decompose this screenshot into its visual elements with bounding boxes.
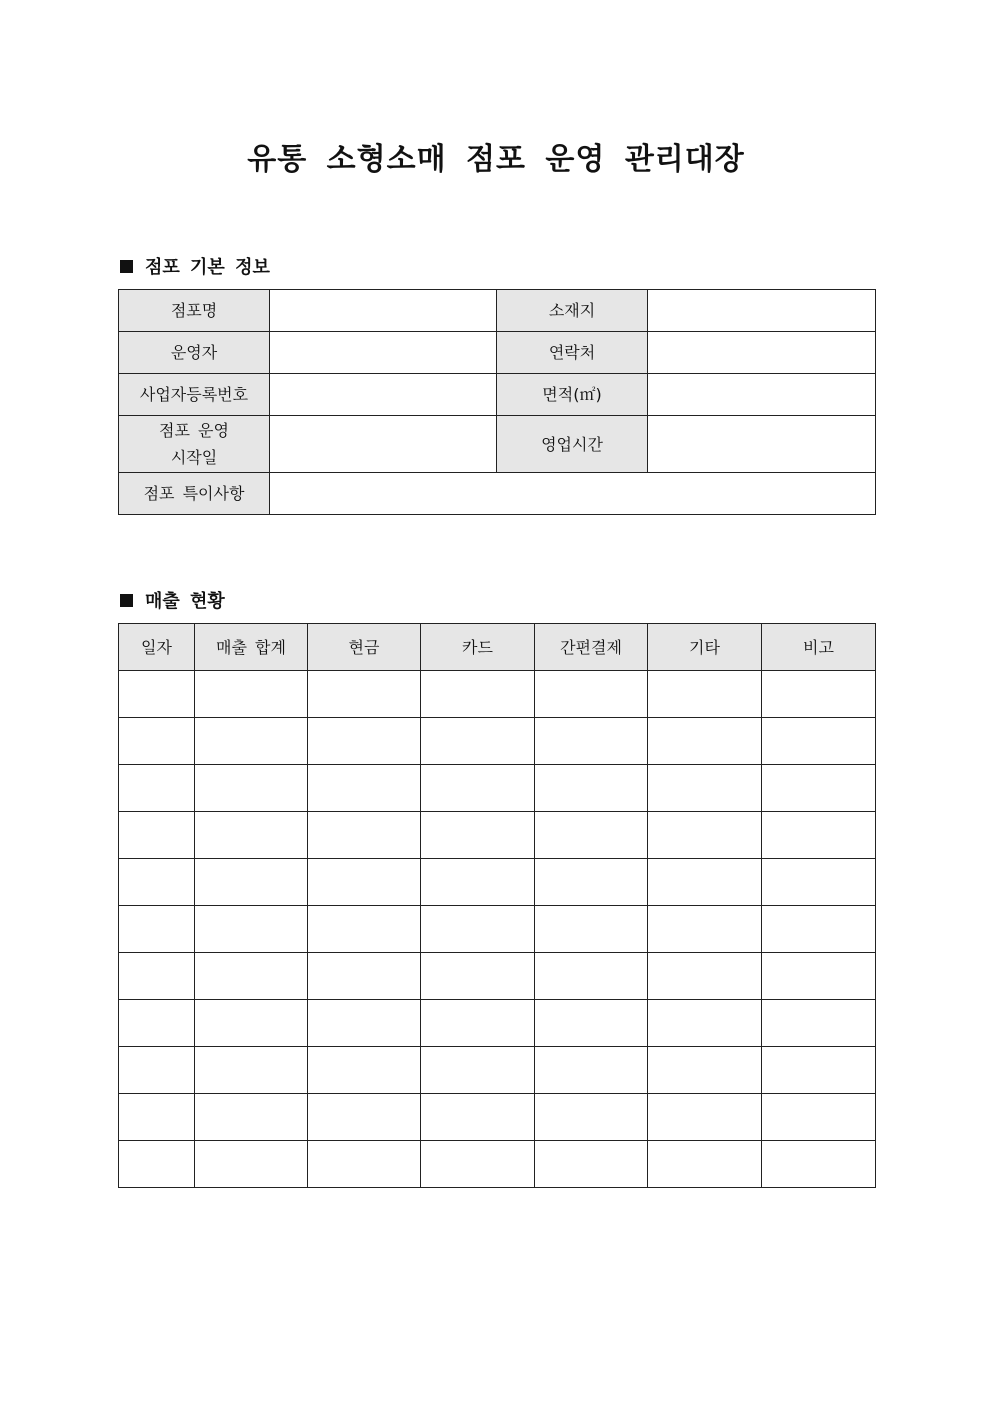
sales-cell-cash[interactable] [308, 1047, 421, 1094]
sales-cell-easy-pay[interactable] [535, 1141, 648, 1188]
sales-cell-easy-pay[interactable] [535, 812, 648, 859]
sales-cell-easy-pay[interactable] [535, 906, 648, 953]
start-date-field[interactable] [270, 416, 497, 473]
sales-cell-remarks[interactable] [762, 718, 876, 765]
square-bullet-icon [120, 260, 133, 273]
sales-cell-cash[interactable] [308, 1000, 421, 1047]
column-header-date: 일자 [119, 624, 195, 671]
sales-cell-easy-pay[interactable] [535, 1000, 648, 1047]
sales-cell-card[interactable] [421, 906, 535, 953]
sales-cell-remarks[interactable] [762, 812, 876, 859]
sales-cell-cash[interactable] [308, 906, 421, 953]
column-header-total: 매출 합계 [195, 624, 308, 671]
sales-cell-easy-pay[interactable] [535, 1047, 648, 1094]
sales-cell-total[interactable] [195, 906, 308, 953]
sales-cell-other[interactable] [648, 765, 762, 812]
location-field[interactable] [648, 290, 876, 332]
sales-cell-remarks[interactable] [762, 1000, 876, 1047]
sales-cell-date[interactable] [119, 718, 195, 765]
area-label: 면적(㎡) [497, 374, 648, 416]
sales-cell-remarks[interactable] [762, 765, 876, 812]
contact-field[interactable] [648, 332, 876, 374]
sales-cell-date[interactable] [119, 1000, 195, 1047]
sales-cell-other[interactable] [648, 1094, 762, 1141]
sales-cell-total[interactable] [195, 1000, 308, 1047]
sales-cell-remarks[interactable] [762, 1141, 876, 1188]
sales-cell-remarks[interactable] [762, 671, 876, 718]
sales-cell-total[interactable] [195, 1141, 308, 1188]
location-label: 소재지 [497, 290, 648, 332]
sales-cell-cash[interactable] [308, 859, 421, 906]
sales-cell-total[interactable] [195, 812, 308, 859]
business-hours-label: 영업시간 [497, 416, 648, 473]
store-info-table [118, 289, 876, 515]
table-row [119, 812, 876, 859]
sales-cell-total[interactable] [195, 765, 308, 812]
column-header-cash: 현금 [308, 624, 421, 671]
table-row [119, 1094, 876, 1141]
sales-cell-card[interactable] [421, 1000, 535, 1047]
sales-cell-date[interactable] [119, 1094, 195, 1141]
sales-cell-total[interactable] [195, 953, 308, 1000]
store-info-heading [118, 253, 270, 279]
table-row [119, 332, 876, 374]
sales-cell-card[interactable] [421, 718, 535, 765]
sales-cell-card[interactable] [421, 765, 535, 812]
contact-label: 연락처 [497, 332, 648, 374]
sales-cell-other[interactable] [648, 859, 762, 906]
sales-cell-card[interactable] [421, 671, 535, 718]
sales-cell-cash[interactable] [308, 1141, 421, 1188]
sales-cell-date[interactable] [119, 812, 195, 859]
table-row [119, 1141, 876, 1188]
column-header-easy-pay: 간편결제 [535, 624, 648, 671]
column-header-card: 카드 [421, 624, 535, 671]
sales-cell-other[interactable] [648, 1141, 762, 1188]
column-header-other: 기타 [648, 624, 762, 671]
sales-cell-easy-pay[interactable] [535, 718, 648, 765]
sales-cell-date[interactable] [119, 953, 195, 1000]
sales-cell-date[interactable] [119, 1141, 195, 1188]
sales-cell-easy-pay[interactable] [535, 859, 648, 906]
sales-cell-cash[interactable] [308, 671, 421, 718]
sales-cell-date[interactable] [119, 859, 195, 906]
sales-cell-card[interactable] [421, 812, 535, 859]
sales-table [118, 623, 876, 1188]
business-reg-no-label: 사업자등록번호 [119, 374, 270, 416]
sales-cell-other[interactable] [648, 1000, 762, 1047]
start-date-label [119, 416, 270, 473]
sales-cell-cash[interactable] [308, 1094, 421, 1141]
sales-cell-remarks[interactable] [762, 906, 876, 953]
sales-cell-date[interactable] [119, 1047, 195, 1094]
operator-label: 운영자 [119, 332, 270, 374]
table-row [119, 1047, 876, 1094]
sales-cell-date[interactable] [119, 671, 195, 718]
store-name-label: 점포명 [119, 290, 270, 332]
sales-cell-cash[interactable] [308, 953, 421, 1000]
table-row [119, 473, 876, 515]
sales-cell-total[interactable] [195, 671, 308, 718]
area-field[interactable] [648, 374, 876, 416]
table-row [119, 906, 876, 953]
sales-cell-cash[interactable] [308, 765, 421, 812]
store-name-field[interactable] [270, 290, 497, 332]
start-date-label-line1: 점포 운영 [159, 421, 229, 440]
table-row [119, 859, 876, 906]
sales-cell-easy-pay[interactable] [535, 671, 648, 718]
sales-cell-easy-pay[interactable] [535, 1094, 648, 1141]
sales-heading [118, 587, 225, 613]
sales-cell-other[interactable] [648, 953, 762, 1000]
sales-table-body [119, 671, 876, 1188]
sales-cell-card[interactable] [421, 1047, 535, 1094]
sales-cell-total[interactable] [195, 1047, 308, 1094]
sales-cell-other[interactable] [648, 906, 762, 953]
sales-cell-total[interactable] [195, 718, 308, 765]
sales-cell-remarks[interactable] [762, 859, 876, 906]
business-hours-field[interactable] [648, 416, 876, 473]
sales-cell-remarks[interactable] [762, 953, 876, 1000]
store-info-heading-text: 점포 기본 정보 [145, 257, 270, 278]
sales-cell-cash[interactable] [308, 812, 421, 859]
table-row [119, 765, 876, 812]
sales-cell-total[interactable] [195, 1094, 308, 1141]
document-title: 유통 소형소매 점포 운영 관리대장 [247, 142, 745, 177]
sales-cell-card[interactable] [421, 1094, 535, 1141]
sales-cell-card[interactable] [421, 953, 535, 1000]
sales-header-row [119, 624, 876, 671]
sales-cell-total[interactable] [195, 859, 308, 906]
sales-heading-text: 매출 현황 [145, 591, 225, 612]
square-bullet-icon [120, 594, 133, 607]
sales-cell-easy-pay[interactable] [535, 765, 648, 812]
start-date-label-line2: 시작일 [170, 448, 218, 467]
sales-cell-other[interactable] [648, 812, 762, 859]
table-row [119, 953, 876, 1000]
sales-cell-easy-pay[interactable] [535, 953, 648, 1000]
business-reg-no-field[interactable] [270, 374, 497, 416]
special-notes-field[interactable] [270, 473, 876, 515]
sales-cell-date[interactable] [119, 906, 195, 953]
table-row [119, 374, 876, 416]
table-row [119, 718, 876, 765]
table-row [119, 671, 876, 718]
sales-cell-other[interactable] [648, 718, 762, 765]
sales-cell-other[interactable] [648, 1047, 762, 1094]
sales-cell-other[interactable] [648, 671, 762, 718]
sales-cell-remarks[interactable] [762, 1047, 876, 1094]
table-row [119, 416, 876, 473]
column-header-remarks: 비고 [762, 624, 876, 671]
table-row [119, 290, 876, 332]
sales-cell-card[interactable] [421, 1141, 535, 1188]
special-notes-label: 점포 특이사항 [119, 473, 270, 515]
table-row [119, 1000, 876, 1047]
sales-cell-date[interactable] [119, 765, 195, 812]
sales-cell-cash[interactable] [308, 718, 421, 765]
sales-cell-remarks[interactable] [762, 1094, 876, 1141]
operator-field[interactable] [270, 332, 497, 374]
sales-cell-card[interactable] [421, 859, 535, 906]
